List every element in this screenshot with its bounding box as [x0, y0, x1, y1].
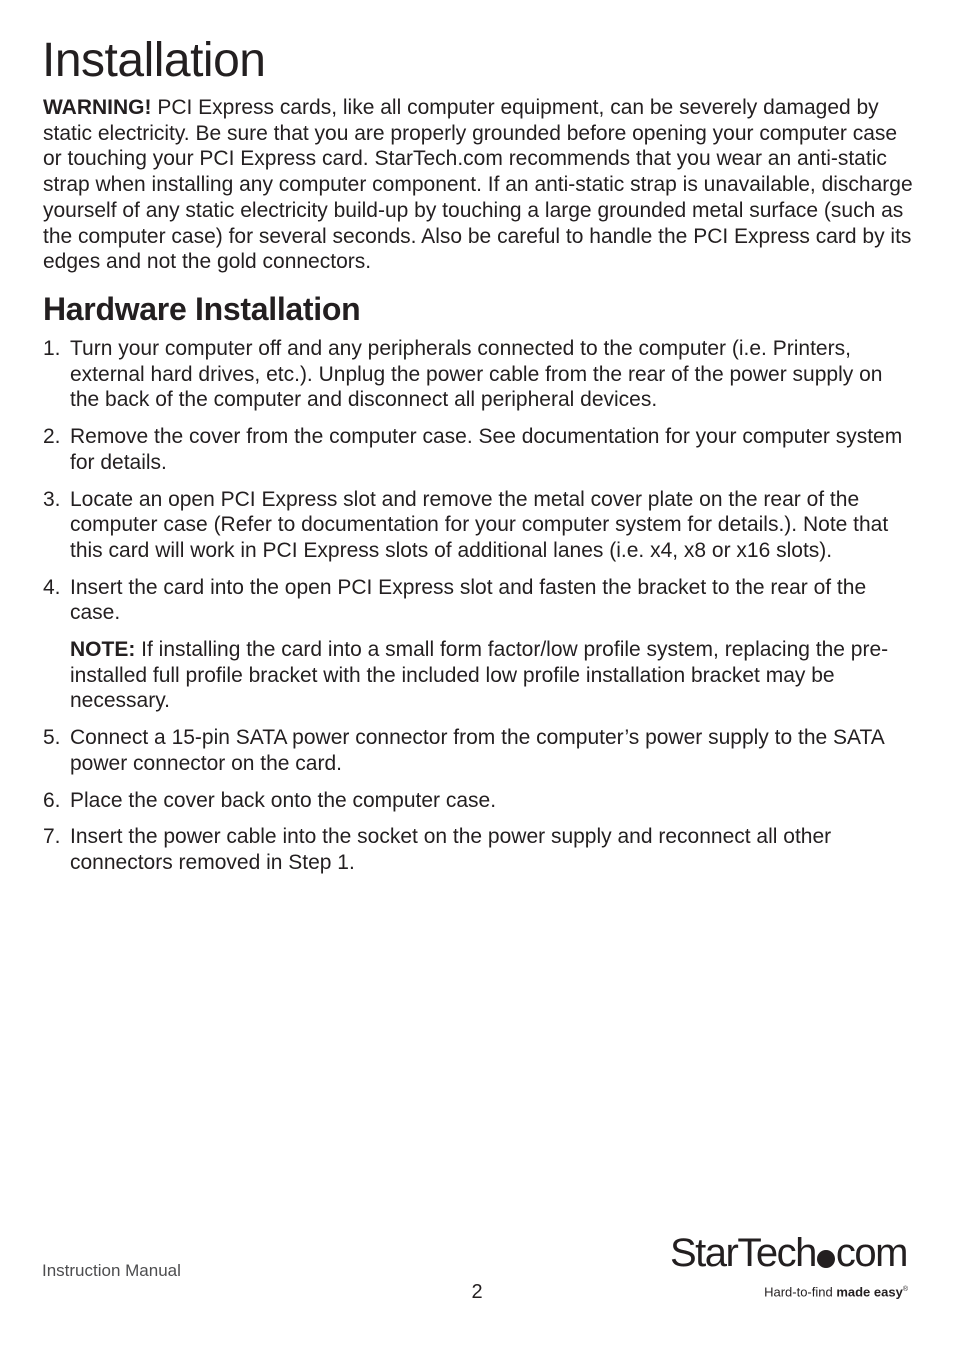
warning-paragraph: [43, 95, 913, 275]
step-1: [43, 336, 915, 413]
step-text: Insert the power cable into the socket on the power supply and reconnect all other connectors removed in Step 1.: [70, 825, 832, 874]
step-4: [43, 575, 915, 715]
tagline-bold: made easy: [836, 1284, 903, 1300]
step-number: 5.: [43, 726, 61, 750]
step-note: [70, 637, 915, 714]
section-title: Hardware Installation: [43, 291, 361, 327]
note-lead: NOTE:: [70, 638, 136, 662]
tagline-regular: Hard-to-find: [764, 1284, 837, 1300]
installation-steps: [43, 336, 915, 887]
logo-brand-left: StarTech: [670, 1231, 816, 1275]
step-number: 4.: [43, 575, 61, 599]
logo-tagline: [764, 1282, 908, 1300]
step-text: Locate an open PCI Express slot and remove the metal cover plate on the rear of the computer case (Refer to documentation for your computer system for details.). Note that this card will work in PCI Express slots of additional lanes (i.e. x4, x8 or x16 slots).: [70, 487, 889, 562]
logo-dot-icon: [817, 1250, 835, 1268]
step-7: [43, 824, 915, 875]
step-3: [43, 487, 915, 564]
step-number: 6.: [43, 788, 61, 812]
step-text: Remove the cover from the computer case. See documentation for your computer system for details.: [70, 425, 903, 474]
step-text: Place the cover back onto the computer case.: [70, 788, 497, 812]
page-title: Installation: [42, 34, 266, 87]
step-text: Connect a 15-pin SATA power connector from the computer’s power supply to the SATA power connector on the card.: [70, 726, 884, 775]
step-text: Turn your computer off and any peripherals connected to the computer (i.e. Printers, external hard drives, etc.). Unplug the power cable from the rear of the power supply on the back of the computer and disconnect all peripheral devices.: [70, 337, 883, 412]
registered-mark: ®: [902, 1286, 908, 1293]
note-text: If installing the card into a small form factor/low profile system, replacing the pre-installed full profile bracket with the included low profile installation bracket may be necessary.: [70, 638, 889, 713]
step-2: [43, 424, 915, 475]
step-text: Insert the card into the open PCI Express slot and fasten the bracket to the rear of the case.: [70, 575, 867, 625]
step-number: 1.: [43, 337, 61, 360]
step-number: 3.: [43, 487, 61, 511]
step-6: [43, 788, 915, 814]
logo-brand-right: com: [835, 1231, 907, 1275]
step-number: 2.: [43, 425, 61, 449]
step-5: [43, 725, 915, 776]
warning-text: PCI Express cards, like all computer equipment, can be severely damaged by static electricity. Be sure that you are properly grounded before opening your computer case or touching your PCI Express card. StarTech.com recommends that you wear an anti-static strap when installing any computer component. If an anti-static strap is unavailable, discharge yourself of any static electricity build-up by touching a large grounded metal surface (such as the computer case) for several seconds. Also be careful to handle the PCI Express card by its edges and not the gold connectors.: [43, 96, 913, 274]
logo-wordmark: [670, 1230, 907, 1276]
page-number: 2: [471, 1281, 483, 1303]
step-number: 7.: [43, 825, 61, 849]
warning-lead: WARNING!: [43, 96, 152, 119]
footer-manual-label: Instruction Manual: [42, 1261, 181, 1280]
startech-logo: [670, 1230, 910, 1302]
